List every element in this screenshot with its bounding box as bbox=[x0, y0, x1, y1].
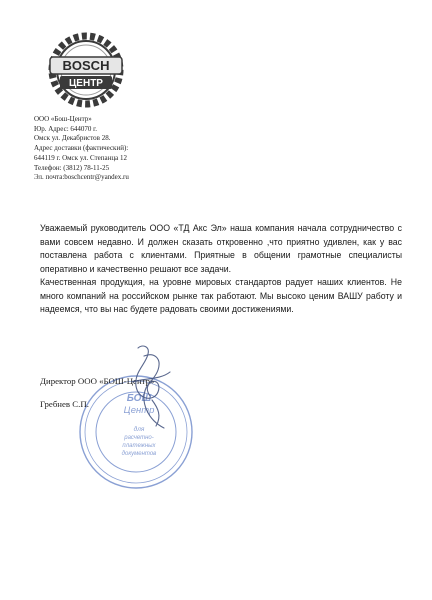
legal-address-line-2: Омск ул. Декабристов 28. bbox=[34, 134, 111, 143]
letter-body bbox=[40, 222, 402, 317]
signature-scribble-icon bbox=[124, 342, 178, 434]
delivery-address: 644119 г. Омск ул. Степанца 12 bbox=[34, 153, 127, 162]
phone: Телефон: (3812) 78-11-25 bbox=[34, 163, 110, 172]
letter-paragraph-1: Уважаемый руководитель ООО «ТД Акс Эл» наша компания начала сотрудничество с вами совсем недавно. И должен сказать откровенно ,что приятно удивлен, как у вас поставлена работа с клиентами. Приятные в общении грамотные специалисты оперативно и качественно решают все задачи. bbox=[40, 223, 402, 274]
stamp-line-4: расчетно- bbox=[124, 435, 154, 441]
company-name: ООО «Бош-Центр» bbox=[34, 115, 92, 123]
legal-address-line-1: Юр. Адрес: 644070 г. bbox=[34, 124, 97, 133]
signatory-name: Гребнев С.П. bbox=[40, 399, 89, 409]
gear-logo-icon bbox=[36, 30, 136, 110]
company-info bbox=[34, 115, 184, 183]
stamp-line-3: для bbox=[133, 426, 145, 433]
stamp-line-1: БОШ bbox=[126, 393, 152, 404]
logo-subtitle: ЦЕНТР bbox=[69, 78, 103, 89]
company-logo bbox=[36, 30, 136, 110]
email: Эл. почта:boschcentr@yandex.ru bbox=[34, 173, 129, 182]
stamp-line-2: Центр bbox=[123, 405, 155, 416]
logo-brand: BOSCH bbox=[62, 58, 110, 73]
stamp-line-6: документов bbox=[121, 451, 157, 457]
letter-paragraph-2: Качественная продукция, на уровне мировых стандартов радует наших клиентов. Не много компаний на российском рынке так работают. Мы высоко ценим ВАШУ работу и надеемся, что вы нас будете радовать своими достижениями. bbox=[40, 277, 402, 314]
stamp-line-5: платежных bbox=[122, 443, 156, 449]
delivery-address-label: Адрес доставки (фактический): bbox=[34, 144, 129, 153]
handwritten-signature bbox=[124, 342, 178, 434]
signatory-position: Директор ООО «БОШ-Центр» bbox=[40, 376, 155, 386]
